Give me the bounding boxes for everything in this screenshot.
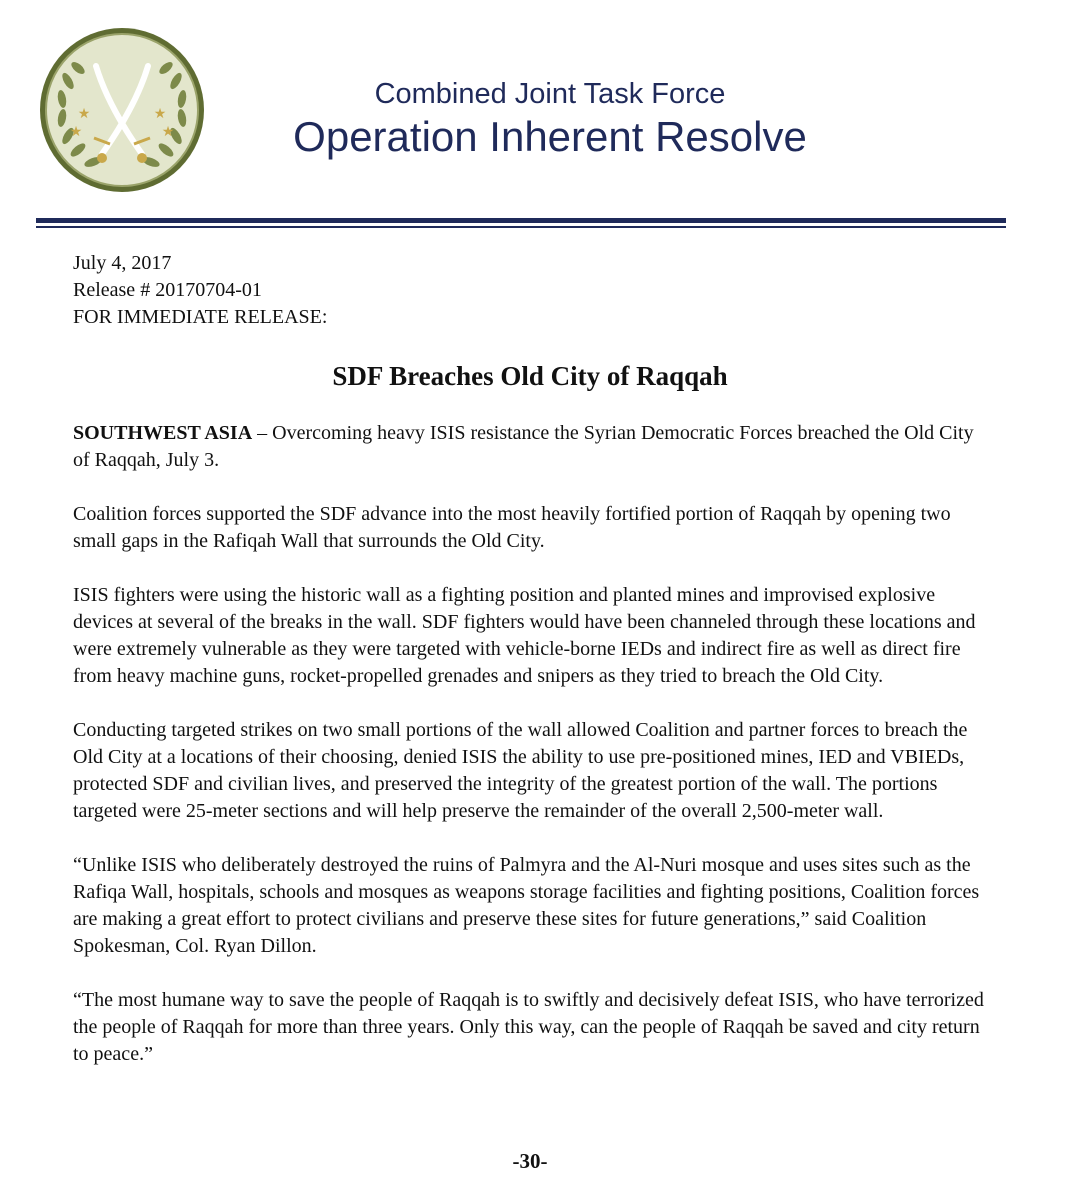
svg-text:★: ★ xyxy=(153,106,167,122)
paragraph-lead xyxy=(73,420,993,474)
svg-text:★: ★ xyxy=(69,124,83,140)
operation-name: Operation Inherent Resolve xyxy=(293,113,807,160)
release-status: FOR IMMEDIATE RELEASE: xyxy=(73,306,328,328)
release-number: Release # 20170704-01 xyxy=(73,279,262,301)
release-info xyxy=(73,250,327,331)
quote-paragraph: “Unlike ISIS who deliberately destroyed the ruins of Palmyra and the Al-Nuri mosque and uses sites such as the Rafiqa Wall, hospitals, schools and mosques as weapons storage facilities and fighting positions, Coalition forces are making a great effort to protect civilians and preserve these sites for future generations,” said Coalition Spokesman, Col. Ryan Dillon. xyxy=(73,854,980,957)
paragraph: ISIS fighters were using the historic wall as a fighting position and planted mines and improvised explosive devices at several of the breaks in the wall. SDF fighters would have been channeled through these locations and were extremely vulnerable as they were targeted with vehicle-borne IEDs and indirect fire as well as direct fire from heavy machine guns, rocket-propelled grenades and snipers as they tried to breach the Old City. xyxy=(73,584,976,687)
dateline: SOUTHWEST ASIA xyxy=(73,422,253,444)
header-divider-thin xyxy=(36,226,1006,228)
letterhead xyxy=(230,70,870,162)
paragraph: Conducting targeted strikes on two small portions of the wall allowed Coalition and partner forces to breach the Old City at a locations of their choosing, denied ISIS the ability to use pre-positioned mines, IED and VBIEDs, protected SDF and civilian lives, and preserved the integrity of the greatest portion of the wall. The portions targeted were 25-meter sections and will help preserve the remainder of the overall 2,500-meter wall. xyxy=(73,719,968,822)
quote-paragraph: “The most humane way to save the people of Raqqah is to swiftly and decisively defeat ISIS, who have terrorized the people of Raqqah for more than three years. Only this way, can the people of Raqqah be saved and city return to peace.” xyxy=(73,989,984,1065)
press-release-body xyxy=(73,420,993,1095)
headline: SDF Breaches Old City of Raqqah xyxy=(332,361,728,391)
svg-text:★: ★ xyxy=(77,106,91,122)
paragraph: Coalition forces supported the SDF advance into the most heavily fortified portion of Raqqah by opening two small gaps in the Rafiqah Wall that surrounds the Old City. xyxy=(73,503,951,552)
lead-text: – Overcoming heavy ISIS resistance the Syrian Democratic Forces breached the Old City of Raqqah, July 3. xyxy=(73,422,974,471)
svg-text:★: ★ xyxy=(161,124,175,140)
end-mark: -30- xyxy=(512,1149,548,1173)
header-divider xyxy=(36,218,1006,223)
cjtf-oir-seal-logo xyxy=(38,26,206,194)
organization-name: Combined Joint Task Force xyxy=(374,78,726,110)
release-date: July 4, 2017 xyxy=(73,252,172,274)
